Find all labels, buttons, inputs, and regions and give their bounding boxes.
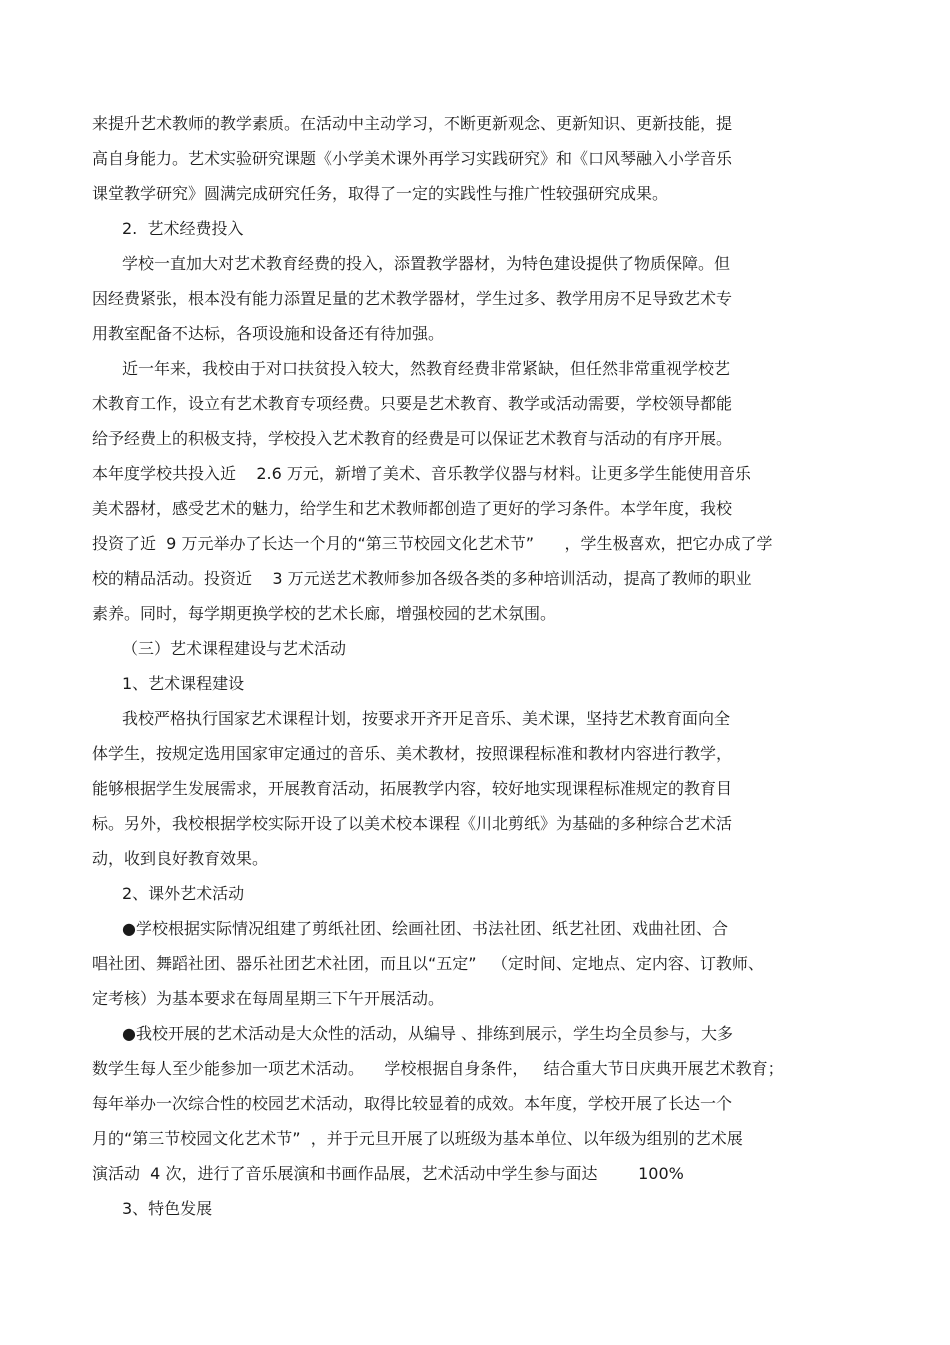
text-line: 本年度学校共投入近 2.6 万元，新增了美术、音乐教学仪器与材料。让更多学生能使用音乐 [92,464,751,483]
text-line: 素养。同时，每学期更换学校的艺术长廊，增强校园的艺术氛围。 [92,604,557,623]
text-line: 学校一直加大对艺术教育经费的投入，添置教学器材，为特色建设提供了物质保障。但 [122,254,731,273]
text-line: 因经费紧张，根本没有能力添置足量的艺术教学器材，学生过多、教学用房不足导致艺术专 [92,289,733,308]
section-heading: （三）艺术课程建设与艺术活动 [122,639,347,658]
text-line: 课堂教学研究》圆满完成研究任务，取得了一定的实践性与推广性较强研究成果。 [92,184,669,203]
text-line: 用教室配备不达标，各项设施和设备还有待加强。 [92,324,445,343]
text-line: 体学生，按规定选用国家审定通过的音乐、美术教材，按照课程标准和教材内容进行教学， [92,744,733,763]
text-line: 月的“第三节校园文化艺术节” ，并于元旦开展了以班级为基本单位、以年级为组别的艺术展 [92,1129,743,1148]
text-line: 近一年来，我校由于对口扶贫投入较大，然教育经费非常紧缺，但任然非常重视学校艺 [122,359,731,378]
text-line: 术教育工作，设立有艺术教育专项经费。只要是艺术教育、教学或活动需要，学校领导都能 [92,394,733,413]
text-line: 唱社团、舞蹈社团、器乐社团艺术社团，而且以“五定” （定时间、定地点、定内容、订教师、 [92,954,764,973]
text-line: 数学生每人至少能参加一项艺术活动。 学校根据自身条件， 结合重大节日庆典开展艺术教育； [92,1059,784,1078]
text-line: ●我校开展的艺术活动是大众性的活动，从编导 、排练到展示，学生均全员参与，大多 [122,1024,734,1043]
text-line: 动，收到良好教育效果。 [92,849,269,868]
text-line: 能够根据学生发展需求，开展教育活动，拓展教学内容，较好地实现课程标准规定的教育目 [92,779,733,798]
text-line: 高自身能力。艺术实验研究课题《小学美术课外再学习实践研究》和《口风琴融入小学音乐 [92,149,733,168]
text-line: 演活动 4 次，进行了音乐展演和书画作品展，艺术活动中学生参与面达 100% [92,1164,684,1183]
text-line: 给予经费上的积极支持，学校投入艺术教育的经费是可以保证艺术教育与活动的有序开展。 [92,429,733,448]
section-heading: 2、课外艺术活动 [122,884,245,903]
section-heading: 3、特色发展 [122,1199,213,1218]
text-line: 我校严格执行国家艺术课程计划，按要求开齐开足音乐、美术课，坚持艺术教育面向全 [122,709,731,728]
text-line: 定考核）为基本要求在每周星期三下午开展活动。 [92,989,445,1008]
text-line: 每年举办一次综合性的校园艺术活动，取得比较显着的成效。本年度，学校开展了长达一个 [92,1094,733,1113]
text-line: 标。另外，我校根据学校实际开设了以美术校本课程《川北剪纸》为基础的多种综合艺术活 [92,814,733,833]
text-line: 来提升艺术教师的教学素质。在活动中主动学习，不断更新观念、更新知识、更新技能，提 [92,114,733,133]
section-heading: 1、艺术课程建设 [122,674,245,693]
text-line: 校的精品活动。投资近 3 万元送艺术教师参加各级各类的多种培训活动，提高了教师的职业 [92,569,752,588]
section-heading: 2. 艺术经费投入 [122,219,244,238]
text-line: ●学校根据实际情况组建了剪纸社团、绘画社团、书法社团、纸艺社团、戏曲社团、合 [122,919,728,938]
text-line: 投资了近 9 万元举办了长达一个月的“第三节校园文化艺术节” ，学生极喜欢，把它办成了学 [92,534,773,553]
text-line: 美术器材，感受艺术的魅力，给学生和艺术教师都创造了更好的学习条件。本学年度，我校 [92,499,733,518]
